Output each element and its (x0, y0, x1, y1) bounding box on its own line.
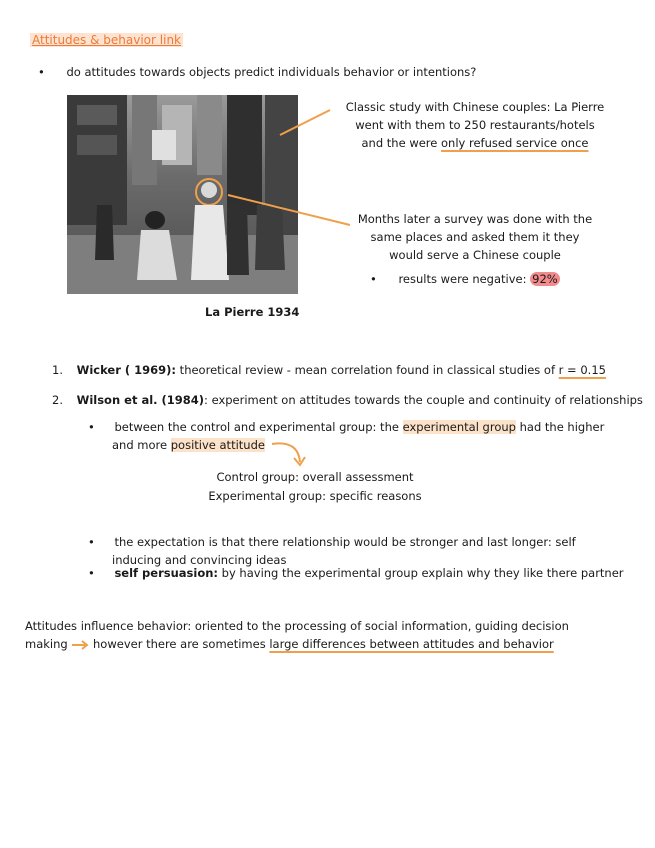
note1-line1: Classic study with Chinese couples: La Pierre (345, 100, 605, 114)
experimental-group: Experimental group: specific reasons (208, 489, 422, 503)
photo-caption: La Pierre 1934 (205, 305, 300, 319)
conclusion (25, 617, 569, 653)
sub1-line2: and more (112, 438, 171, 452)
conclusion-line1: Attitudes influence behavior: oriented to the processing of social information, guiding decision (25, 619, 569, 633)
note2-bullet-text: results were negative: (398, 272, 531, 286)
list-item-wilson (52, 393, 643, 407)
sub3-bold: self persuasion: (114, 566, 219, 580)
arrow-line-1 (280, 110, 330, 135)
sub-item-2 (88, 533, 576, 569)
group-comparison (180, 468, 450, 506)
sub-item-1 (88, 418, 604, 454)
conclusion-underlined: large differences between attitudes and behavior (269, 637, 554, 651)
note2-line3: would serve a Chinese couple (389, 248, 561, 262)
sub2-line2: inducing and convincing ideas (112, 553, 287, 567)
sub2-line1: the expectation is that there relationship would be stronger and last longer: self (114, 535, 576, 549)
control-group: Control group: overall assessment (216, 470, 414, 484)
result-highlight: 92% (532, 272, 558, 286)
bullet: • (88, 566, 95, 580)
note1-line3-text: and the were (361, 136, 442, 150)
page-title: Attitudes & behavior link (32, 33, 181, 47)
note-la-pierre (330, 98, 620, 152)
sub1-line2-highlight: positive attitude (170, 438, 265, 452)
bullet: • (88, 535, 95, 549)
conclusion-line2 (25, 635, 569, 653)
bullet: • (370, 272, 377, 286)
curved-arrow-icon (270, 438, 310, 470)
note1-line2: went with them to 250 restaurants/hotels (355, 118, 595, 132)
list-item-wicker (52, 363, 606, 377)
right-arrow-icon (71, 640, 89, 650)
conclusion-line2-pre: making (25, 637, 72, 651)
list-number: 1. (52, 363, 63, 377)
item1-bold: Wicker ( 1969): (76, 363, 177, 377)
bullet: • (38, 65, 45, 79)
bullet: • (88, 420, 95, 434)
list-number: 2. (52, 393, 63, 407)
sub-item-3 (88, 566, 624, 580)
sub3-text: by having the experimental group explain why they like there partner (218, 566, 624, 580)
item1-text: theoretical review - mean correlation found in classical studies of (176, 363, 559, 377)
item1-underlined: r = 0.15 (558, 363, 606, 377)
sub1-post: had the higher (515, 420, 605, 434)
note1-underlined: only refused service once (441, 136, 589, 150)
conclusion-line2-mid: however there are sometimes (89, 637, 270, 651)
sub1-text: between the control and experimental group: the (114, 420, 403, 434)
note1-line3 (330, 134, 620, 152)
note-survey (330, 210, 620, 264)
question-text: do attitudes towards objects predict individuals behavior or intentions? (66, 65, 477, 79)
item2-text: : experiment on attitudes towards the couple and continuity of relationships (204, 393, 643, 407)
note2-line1: Months later a survey was done with the (357, 212, 593, 226)
note2-bullet (370, 272, 560, 286)
question-item (38, 65, 476, 79)
sub1-highlight: experimental group (402, 420, 516, 434)
item2-bold: Wilson et al. (1984) (76, 393, 205, 407)
note2-line2: same places and asked them it they (370, 230, 580, 244)
